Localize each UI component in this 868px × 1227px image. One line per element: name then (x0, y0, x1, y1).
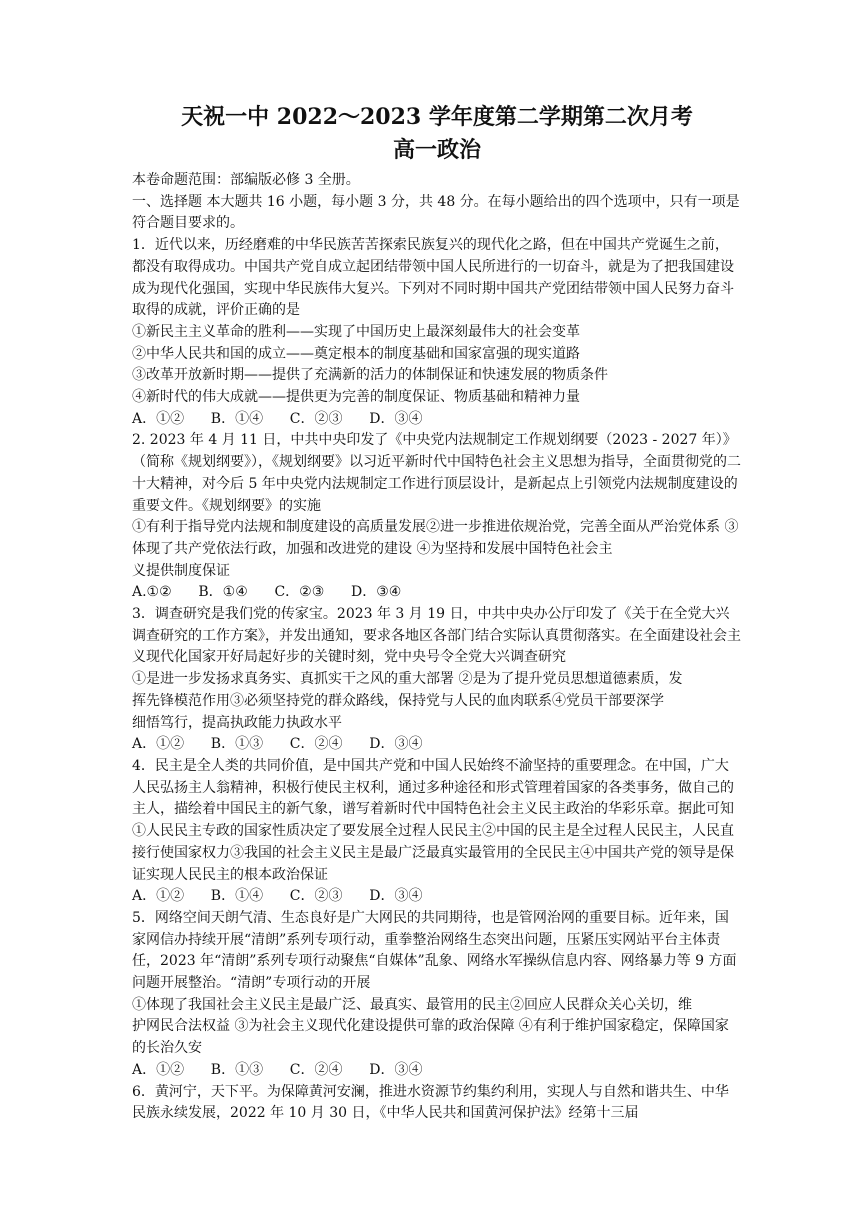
question-stem: 5．网络空间天朗气清、生态良好是广大网民的共同期待，也是管网治网的重要目标。近年来，国家网信办持续开展“清朗”系列专项行动，重拳整治网络生态突出问题，压紧压实网站平台主体责任，2023 年“清朗”系列专项行动聚焦“自媒体”乱象、网络水军操纵信息内容、网络暴力等 9 方面问题开展整治。“清朗”专项行动的开展 (132, 909, 737, 992)
question-5 (132, 908, 742, 1082)
answer-options: A．①② B．①③ C．②④ D．③④ (132, 1061, 423, 1078)
statement-3: ③改革开放新时期——提供了充满新的活力的体制保证和快速发展的物质条件 (132, 367, 608, 384)
statements: ①有利于指导党内法规和制度建设的高质量发展②进一步推进依规治党，完善全面从严治党体系 ③体现了共产党依法行政，加强和改进党的建设 ④为坚持和发展中国特色社会主 (132, 519, 739, 557)
statement-1: ①新民主主义革命的胜利——实现了中国历史上最深刻最伟大的社会变革 (132, 323, 580, 340)
statements-continued: 义提供制度保证 (132, 562, 230, 579)
question-4 (132, 756, 742, 908)
statements-continued: 细悟笃行，提高执政能力执政水平 (132, 714, 342, 731)
question-6 (132, 1082, 742, 1125)
statements: ①体现了我国社会主义民主是最广泛、最真实、最管用的民主②回应人民群众关心关切，维 (132, 996, 692, 1013)
statements: ①是进一步发扬求真务实、真抓实干之风的重大部署 ②是为了提升党员思想道德素质，发 (132, 671, 683, 688)
question-stem: 1．近代以来，历经磨难的中华民族苦苦探索民族复兴的现代化之路，但在中国共产党诞生之前，都没有取得成功。中国共产党自成立起团结带领中国人民所进行的一切奋斗，就是为了把我国建设成为现代化强国，实现中华民族伟大复兴。下列对不同时期中国共产党团结带领中国人民努力奋斗取得的成就，评价正确的是 (132, 237, 734, 319)
question-2 (132, 430, 742, 604)
question-stem: 4．民主是全人类的共同价值，是中国共产党和中国人民始终不渝坚持的重要理念。在中国，广大人民弘扬主人翁精神，积极行使民主权利，通过多种途径和形式管理着国家的各类事务，做自己的主人，描绘着中国民主的新气象，谱写着新时代中国特色社会主义民主政治的华彩乐章。据此可知 (132, 757, 734, 818)
question-3 (132, 604, 742, 756)
question-stem: 3．调查研究是我们党的传家宝。2023 年 3 月 19 日，中共中央办公厅印发了《关于在全党大兴调查研究的工作方案》，并发出通知，要求各地区各部门结合实际认真贯彻落实。在全面建设社会主义现代化国家开好局起好步的关键时刻，党中央号令全党大兴调查研究 (132, 606, 741, 666)
statement-2: ②中华人民共和国的成立——奠定根本的制度基础和国家富强的现实道路 (132, 345, 580, 362)
scope-note: 本卷命题范围：部编版必修 3 全册。 (132, 172, 360, 188)
answer-options: A.①② B．①④ C．②③ D．③④ (132, 584, 402, 601)
question-stem: 6．黄河宁，天下平。为保障黄河安澜，推进水资源节约集约利用，实现人与自然和谐共生、中华民族永续发展，2022 年 10 月 30 日，《中华人民共和国黄河保护法》经第十三届 (132, 1083, 729, 1122)
section-heading: 一、选择题 本大题共 16 小题，每小题 3 分，共 48 分。在每小题给出的四个选项中，只有一项是符合题目要求的。 (132, 193, 740, 232)
statements: ①人民民主专政的国家性质决定了要发展全过程人民民主②中国的民主是全过程人民民主，人民直接行使国家权力③我国的社会主义民主是最广泛最真实最管用的全民民主④中国共产党的领导是保证实现人民民主的根本政治保证 (132, 823, 734, 883)
exam-title: 天祝一中 2022～2023 学年度第二学期第二次月考 (181, 104, 693, 130)
answer-options: A．①② B．①④ C．②③ D．③④ (132, 888, 423, 905)
statement-4: ④新时代的伟大成就——提供更为完善的制度保证、物质基础和精神力量 (132, 389, 580, 406)
statements-continued: 挥先锋模范作用③必须坚持党的群众路线，保持党与人民的血肉联系④党员干部要深学 (132, 692, 664, 709)
answer-options: A．①② B．①③ C．②④ D．③④ (132, 736, 423, 753)
statements-continued: 护网民合法权益 ③为社会主义现代化建设提供可靠的政治保障 ④有利于维护国家稳定，保障国家的长治久安 (132, 1018, 729, 1057)
question-1 (132, 235, 742, 430)
exam-subject: 高一政治 (392, 137, 481, 163)
question-stem: 2. 2023 年 4 月 11 日，中共中央印发了《中央党内法规制定工作规划纲要（2023 - 2027 年）》（简称《规划纲要》），《规划纲要》以习近平新时代中国特色社会主义思想为指导，全面贯彻党的二十大精神，对今后 5 年中央党内法规制定工作进行顶层设计，是新起点上引领党内法规制度建设的重要文件。《规划纲要》的实施 (132, 432, 741, 514)
answer-options: A．①② B．①④ C．②③ D．③④ (132, 410, 423, 427)
